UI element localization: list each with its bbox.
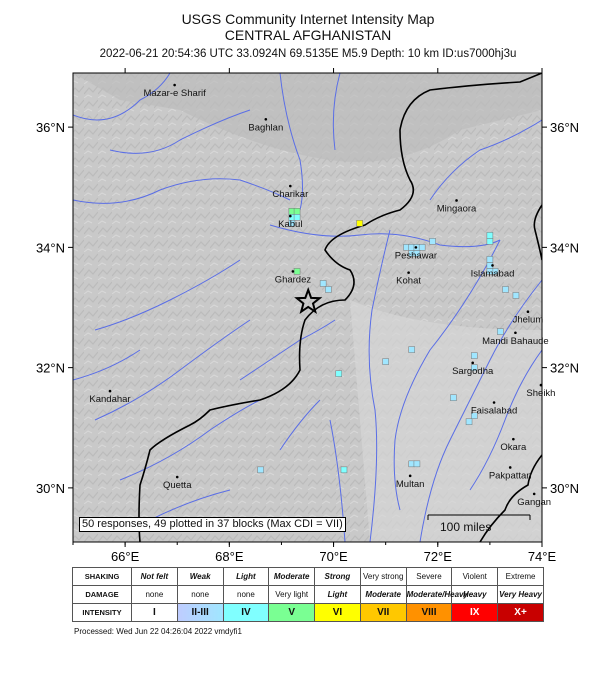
- y-tick-label-left: 32°N: [35, 360, 65, 376]
- city-dot: [292, 270, 295, 273]
- x-tick-label: 70°E: [319, 549, 348, 564]
- responses-note: 50 responses, 49 plotted in 37 blocks (Max CDI = VII): [79, 517, 346, 532]
- map-title: USGS Community Internet Intensity Map: [181, 11, 435, 27]
- y-tick-label-right: 30°N: [550, 480, 580, 496]
- cdi-block: [471, 353, 477, 359]
- intensity-legend: [72, 567, 544, 622]
- city-label: Gangan: [517, 496, 552, 508]
- city-dot: [415, 246, 418, 249]
- city-label: Kandahar: [89, 394, 131, 406]
- city-label: Sheikh: [526, 388, 556, 400]
- cdi-block: [325, 286, 331, 292]
- y-tick-label-left: 34°N: [35, 240, 65, 256]
- city-label: Sargodha: [452, 365, 494, 377]
- legend-cell: Not felt: [132, 568, 178, 586]
- legend-cell: Extreme: [498, 568, 544, 586]
- processed-timestamp: Processed: Wed Jun 22 04:26:04 2022 vmdyfi1: [74, 627, 242, 636]
- legend-cell: VI: [315, 604, 361, 622]
- legend-header: DAMAGE: [73, 586, 132, 604]
- city-label: Mandi Bahaude: [482, 335, 549, 347]
- city-dot: [491, 264, 494, 267]
- cdi-block: [294, 208, 300, 214]
- cdi-block: [487, 256, 493, 262]
- city-label: Ghardez: [274, 274, 312, 286]
- cdi-block: [513, 292, 519, 298]
- legend-cell: IX: [452, 604, 498, 622]
- legend-row-intensity: [73, 604, 544, 622]
- legend-cell: Light: [223, 568, 269, 586]
- cdi-block: [430, 238, 436, 244]
- city-label: Islamabad: [470, 268, 515, 280]
- legend-cell: I: [132, 604, 178, 622]
- legend-cell: Moderate: [360, 586, 406, 604]
- cdi-block: [409, 347, 415, 353]
- legend-cell: Light: [315, 586, 361, 604]
- city-dot: [533, 493, 536, 496]
- scale-label: 100 miles: [440, 520, 492, 534]
- city-dot: [409, 475, 412, 478]
- city-dot: [289, 215, 292, 218]
- legend-cell: Very strong: [360, 568, 406, 586]
- x-tick-label: 66°E: [110, 549, 140, 564]
- y-tick-label-right: 34°N: [550, 240, 580, 256]
- city-label: Mingaora: [436, 203, 477, 215]
- city-label: Mazar-e Sharif: [143, 88, 206, 100]
- legend-cell: Violent: [452, 568, 498, 586]
- legend-cell: Weak: [177, 568, 223, 586]
- city-dot: [540, 384, 543, 387]
- legend-cell: VIII: [406, 604, 452, 622]
- city-label: Charikar: [272, 189, 309, 201]
- y-tick-label-right: 36°N: [550, 120, 580, 136]
- city-dot: [514, 331, 517, 334]
- legend-cell: Severe: [406, 568, 452, 586]
- cdi-block: [497, 329, 503, 335]
- legend-cell: V: [269, 604, 315, 622]
- legend-header: SHAKING: [73, 568, 132, 586]
- legend-cell: II-III: [177, 604, 223, 622]
- cdi-block: [258, 467, 264, 473]
- city-label: Okara: [500, 442, 527, 454]
- legend-cell: VII: [360, 604, 406, 622]
- city-label: Baghlan: [248, 122, 284, 134]
- city-dot: [471, 362, 474, 365]
- legend-cell: none: [223, 586, 269, 604]
- cdi-block: [336, 371, 342, 377]
- city-label: Pakpattan: [488, 470, 532, 482]
- legend-header: INTENSITY: [73, 604, 132, 622]
- city-label: Multan: [395, 478, 425, 490]
- legend-cell: Very Heavy: [498, 586, 544, 604]
- city-dot: [493, 401, 496, 404]
- y-tick-label-left: 30°N: [35, 480, 65, 496]
- city-dot: [527, 310, 530, 313]
- cdi-block: [487, 238, 493, 244]
- cdi-block: [320, 280, 326, 286]
- cdi-block: [503, 286, 509, 292]
- city-label: Kohat: [396, 275, 422, 287]
- region-name: CENTRAL AFGHANISTAN: [224, 27, 392, 43]
- city-dot: [176, 476, 179, 479]
- legend-cell: X+: [498, 604, 544, 622]
- legend-cell: Strong: [315, 568, 361, 586]
- y-tick-label-left: 36°N: [35, 120, 65, 136]
- legend-cell: IV: [223, 604, 269, 622]
- legend-row-shaking: [73, 568, 544, 586]
- city-dot: [289, 185, 292, 188]
- city-dot: [265, 118, 268, 121]
- city-dot: [173, 84, 176, 87]
- city-label: Faisalabad: [470, 405, 518, 417]
- legend-cell: Moderate/Heavy: [406, 586, 452, 604]
- city-label: Jhelum: [512, 314, 544, 326]
- legend-cell: Moderate: [269, 568, 315, 586]
- x-tick-label: 72°E: [423, 549, 452, 564]
- cdi-block: [487, 232, 493, 238]
- city-label: Peshawar: [394, 250, 438, 262]
- legend-cell: none: [132, 586, 178, 604]
- city-dot: [407, 271, 410, 274]
- cdi-block: [450, 395, 456, 401]
- city-dot: [512, 438, 515, 441]
- event-info: 2022-06-21 20:54:36 UTC 33.0924N 69.5135E M5.9 Depth: 10 km ID:us7000hj3u: [99, 48, 517, 60]
- cdi-block: [341, 467, 347, 473]
- legend-row-damage: [73, 586, 544, 604]
- city-label: Kabul: [278, 219, 303, 231]
- city-dot: [455, 199, 458, 202]
- x-tick-label: 68°E: [215, 549, 244, 564]
- x-tick-label: 74°E: [527, 549, 557, 564]
- legend-cell: Very light: [269, 586, 315, 604]
- city-dot: [109, 390, 112, 393]
- cdi-block: [414, 461, 420, 467]
- cdi-block: [383, 359, 389, 365]
- y-tick-label-right: 32°N: [550, 360, 580, 376]
- city-label: Quetta: [162, 480, 192, 492]
- cdi-block: [466, 419, 472, 425]
- cdi-block: [357, 220, 363, 226]
- legend-cell: none: [177, 586, 223, 604]
- legend-cell: Heavy: [452, 586, 498, 604]
- city-dot: [509, 466, 512, 469]
